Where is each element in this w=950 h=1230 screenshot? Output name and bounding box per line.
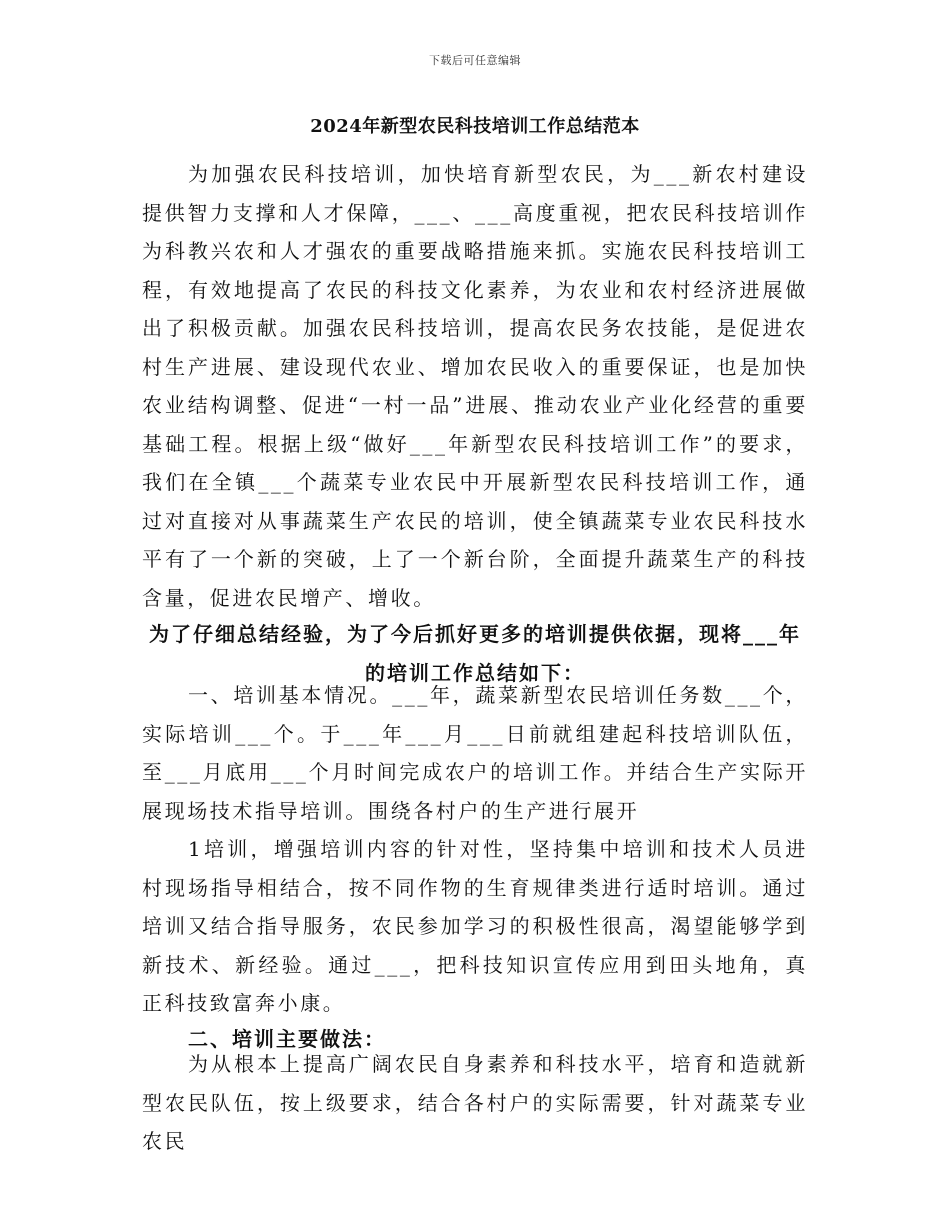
paragraph-intro: 为加强农民科技培训，加快培育新型农民，为___新农村建设提供智力支撑和人才保障，___、___高度重视，把农民科技培训作为科教兴农和人才强农的重要战略措施来抓。实施农民科技培训工程，有效地提高了农民的科技文化素养，为农业和农村经济进展做出了积极贡献。加强农民科技培训，提高农民务农技能，是促进农村生产进展、建设现代农业、增加农民收入的重要保证，也是加快农业结构调整、促进“一村一品”进展、推动农业产业化经营的重要基础工程。根据上级“做好___年新型农民科技培训工作”的要求，我们在全镇___个蔬菜专业农民中开展新型农民科技培训工作，通过对直接对从事蔬菜生产农民的培训，使全镇蔬菜专业农民科技水平有了一个新的突破，上了一个新台阶，全面提升蔬菜生产的科技含量，促进农民增产、增收。 bbox=[142, 162, 808, 610]
paragraph-basic-situation: 一、培训基本情况。___年，蔬菜新型农民培训任务数___个，实际培训___个。于___年___月___日前就组建起科技培训队伍，至___月底用___个月时间完成农户的培训工作。并结合生产实际开展现场技术指导培训。围绕各村户的生产进行展开 bbox=[142, 683, 808, 823]
page-header-note: 下载后可任意编辑 bbox=[429, 54, 521, 67]
section-heading-main-methods: 二、培训主要做法： bbox=[188, 1027, 386, 1051]
document-title: 2024年新型农民科技培训工作总结范本 bbox=[310, 116, 640, 137]
paragraph-summary-lead: 为了仔细总结经验，为了今后抓好更多的培训提供依据，现将___年的培训工作总结如下： bbox=[149, 622, 801, 685]
paragraph-main-methods: 为从根本上提高广阔农民自身素养和科技水平，培育和造就新型农民队伍，按上级要求，结合各村户的实际需要，针对蔬菜专业农民 bbox=[142, 1052, 808, 1153]
paragraph-training-detail: 1培训，增强培训内容的针对性，坚持集中培训和技术人员进村现场指导相结合，按不同作物的生育规律类进行适时培训。通过培训又结合指导服务，农民参加学习的积极性很高，渴望能够学到新技术、新经验。通过___，把科技知识宣传应用到田头地角，真正科技致富奔小康。 bbox=[142, 837, 808, 1015]
